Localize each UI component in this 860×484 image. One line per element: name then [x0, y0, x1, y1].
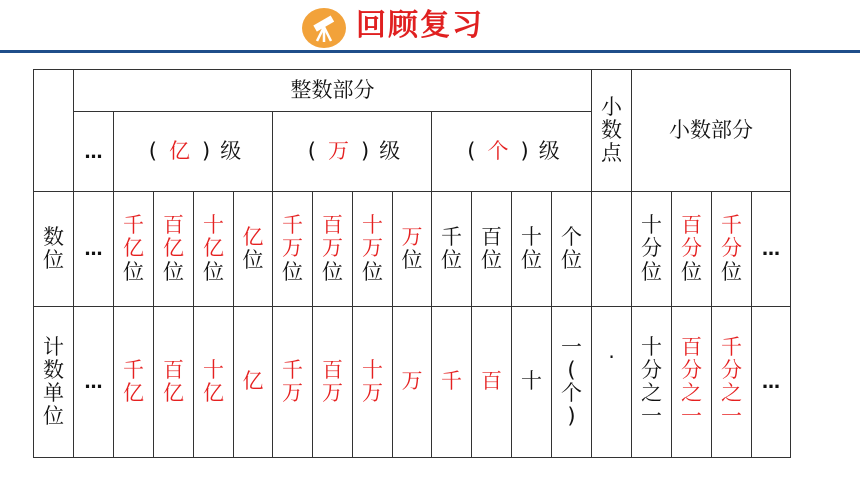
- ellipsis-cell: …: [74, 307, 114, 458]
- page-title: 回顾复习: [356, 8, 484, 43]
- unit-cell: 千 分 之 一: [712, 307, 752, 458]
- decimal-point-cell: [592, 192, 632, 307]
- unit-cell: 十 亿: [194, 307, 234, 458]
- place-cell: 千 亿 位: [114, 192, 154, 307]
- ellipsis-cell: …: [74, 112, 114, 192]
- telescope-icon: [302, 8, 346, 48]
- unit-cell: 十: [512, 307, 552, 458]
- ellipsis-cell: …: [752, 307, 791, 458]
- place-cell: 百 亿 位: [154, 192, 194, 307]
- unit-cell: 亿: [234, 307, 273, 458]
- decimal-part-header: 小数部分: [632, 70, 791, 192]
- unit-cell: 百 分 之 一: [672, 307, 712, 458]
- place-cell: 十 亿 位: [194, 192, 234, 307]
- place-cell: 千 万 位: [273, 192, 313, 307]
- place-cell: 万 位: [393, 192, 432, 307]
- unit-cell: 百: [472, 307, 512, 458]
- row-label-units: 计 数 单 位: [34, 307, 74, 458]
- unit-cell: 千: [432, 307, 472, 458]
- level-yi: ( 亿 ) 级: [114, 112, 273, 192]
- row-label-places: 数 位: [34, 192, 74, 307]
- place-cell: 十 万 位: [353, 192, 393, 307]
- level-ge: ( 个 ) 级: [432, 112, 592, 192]
- decimal-point-symbol: .: [592, 307, 632, 458]
- place-cell: 百 分 位: [672, 192, 712, 307]
- integer-part-header: 整数部分: [74, 70, 592, 112]
- place-value-table: [33, 69, 791, 458]
- unit-cell: 十 分 之 一: [632, 307, 672, 458]
- unit-cell: 一 ( 个 ): [552, 307, 592, 458]
- place-cell: 个 位: [552, 192, 592, 307]
- ellipsis-cell: …: [752, 192, 791, 307]
- place-cell: 百 位: [472, 192, 512, 307]
- unit-cell: 万: [393, 307, 432, 458]
- corner-cell: [34, 70, 74, 192]
- place-cell: 千 位: [432, 192, 472, 307]
- place-cell: 十 分 位: [632, 192, 672, 307]
- unit-cell: 千 亿: [114, 307, 154, 458]
- place-cell: 亿 位: [234, 192, 273, 307]
- level-wan: ( 万 ) 级: [273, 112, 432, 192]
- unit-cell: 十 万: [353, 307, 393, 458]
- place-cell: 百 万 位: [313, 192, 353, 307]
- header-divider: [0, 50, 860, 53]
- place-cell: 十 位: [512, 192, 552, 307]
- header: [0, 0, 860, 60]
- unit-cell: 百 万: [313, 307, 353, 458]
- decimal-point-header: 小 数 点: [592, 70, 632, 192]
- ellipsis-cell: …: [74, 192, 114, 307]
- unit-cell: 千 万: [273, 307, 313, 458]
- unit-cell: 百 亿: [154, 307, 194, 458]
- place-cell: 千 分 位: [712, 192, 752, 307]
